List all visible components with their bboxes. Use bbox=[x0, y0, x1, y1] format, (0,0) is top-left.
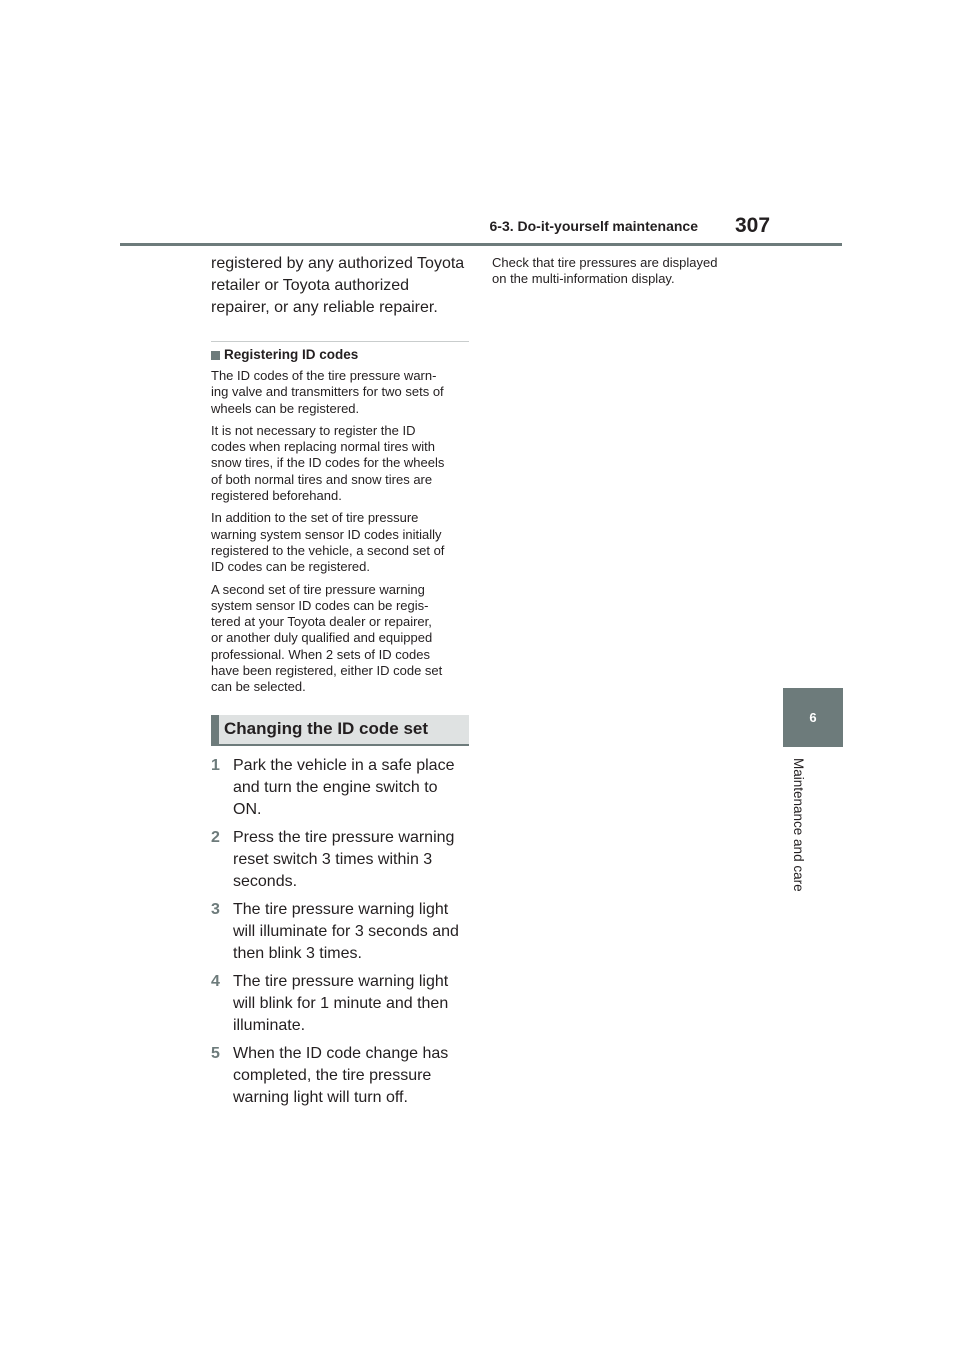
step-line: and turn the engine switch to bbox=[233, 778, 438, 796]
line: codes when replacing normal tires with bbox=[211, 439, 435, 455]
paragraph bbox=[211, 582, 469, 696]
step-number: 3 bbox=[211, 900, 220, 918]
step-line: Park the vehicle in a safe place bbox=[233, 756, 455, 774]
chapter-tab-number: 6 bbox=[809, 710, 817, 725]
step-text bbox=[233, 971, 469, 1037]
step-text bbox=[233, 755, 469, 821]
line: registered beforehand. bbox=[211, 488, 342, 504]
step-item bbox=[211, 755, 469, 821]
step-line: reset switch 3 times within 3 bbox=[233, 850, 433, 868]
lead-paragraph bbox=[211, 253, 469, 319]
line: of both normal tires and snow tires are bbox=[211, 471, 433, 487]
step-number: 5 bbox=[211, 1044, 220, 1062]
line: wheels can be registered. bbox=[211, 400, 360, 416]
step-number: 1 bbox=[211, 756, 220, 774]
line: snow tires, if the ID codes for the wheels bbox=[211, 455, 445, 471]
steps-list bbox=[211, 755, 469, 1109]
step-line: The tire pressure warning light bbox=[233, 900, 449, 918]
section-heading-box bbox=[211, 715, 469, 746]
step-line: The tire pressure warning light bbox=[233, 972, 449, 990]
step-line: seconds. bbox=[233, 872, 298, 890]
step-item bbox=[211, 1043, 469, 1109]
step-line: warning light will turn off. bbox=[233, 1088, 408, 1106]
subheading bbox=[211, 346, 469, 364]
line: can be selected. bbox=[211, 679, 306, 695]
note-line: on the multi-information display. bbox=[492, 271, 675, 287]
step-text bbox=[233, 899, 469, 965]
step-line: will blink for 1 minute and then bbox=[233, 994, 449, 1012]
line: The ID codes of the tire pressure warn- bbox=[211, 368, 437, 383]
line: A second set of tire pressure warning bbox=[211, 581, 425, 597]
step-number: 2 bbox=[211, 828, 220, 846]
line: It is not necessary to register the ID bbox=[211, 422, 416, 438]
step-line: When the ID code change has bbox=[233, 1044, 449, 1062]
step-item bbox=[211, 971, 469, 1037]
square-bullet-icon bbox=[211, 351, 220, 360]
lead-line: retailer or Toyota authorized bbox=[211, 277, 410, 294]
right-column bbox=[492, 255, 752, 288]
divider bbox=[211, 341, 469, 342]
step-item bbox=[211, 899, 469, 965]
chapter-tab bbox=[783, 688, 843, 747]
step-text bbox=[233, 827, 469, 893]
line: ing valve and transmitters for two sets of bbox=[211, 384, 444, 400]
line: or another duly qualified and equipped bbox=[211, 630, 433, 646]
running-header-section: 6-3. Do-it-yourself maintenance bbox=[489, 218, 698, 234]
step-line: illuminate. bbox=[233, 1016, 306, 1034]
step-number: 4 bbox=[211, 972, 220, 990]
step-line: completed, the tire pressure bbox=[233, 1066, 432, 1084]
lead-line: registered by any authorized Toyota bbox=[211, 255, 465, 272]
step-item bbox=[211, 827, 469, 893]
line: professional. When 2 sets of ID codes bbox=[211, 646, 430, 662]
header-rule bbox=[120, 243, 842, 246]
line: In addition to the set of tire pressure bbox=[211, 510, 419, 526]
section-heading: Changing the ID code set bbox=[224, 719, 429, 739]
step-text bbox=[233, 1043, 469, 1109]
left-column bbox=[211, 253, 469, 1115]
paragraph bbox=[211, 423, 469, 504]
line: tered at your Toyota dealer or repairer, bbox=[211, 614, 432, 630]
note-line: Check that tire pressures are displayed bbox=[492, 255, 718, 270]
step-line: Press the tire pressure warning bbox=[233, 828, 455, 846]
step-line: then blink 3 times. bbox=[233, 944, 362, 962]
chapter-tab-label: Maintenance and care bbox=[791, 758, 806, 892]
page-number: 307 bbox=[735, 214, 771, 237]
note-paragraph bbox=[492, 255, 752, 288]
line: registered to the vehicle, a second set of bbox=[211, 542, 445, 558]
paragraph bbox=[211, 510, 469, 575]
line: ID codes can be registered. bbox=[211, 559, 370, 575]
step-line: ON. bbox=[233, 800, 262, 818]
line: have been registered, either ID code set bbox=[211, 663, 443, 679]
lead-line: repairer, or any reliable repairer. bbox=[211, 299, 438, 316]
subheading-text: Registering ID codes bbox=[224, 347, 359, 362]
paragraph bbox=[211, 368, 469, 417]
line: warning system sensor ID codes initially bbox=[211, 526, 442, 542]
line: system sensor ID codes can be regis- bbox=[211, 597, 429, 613]
step-line: will illuminate for 3 seconds and bbox=[233, 922, 459, 940]
